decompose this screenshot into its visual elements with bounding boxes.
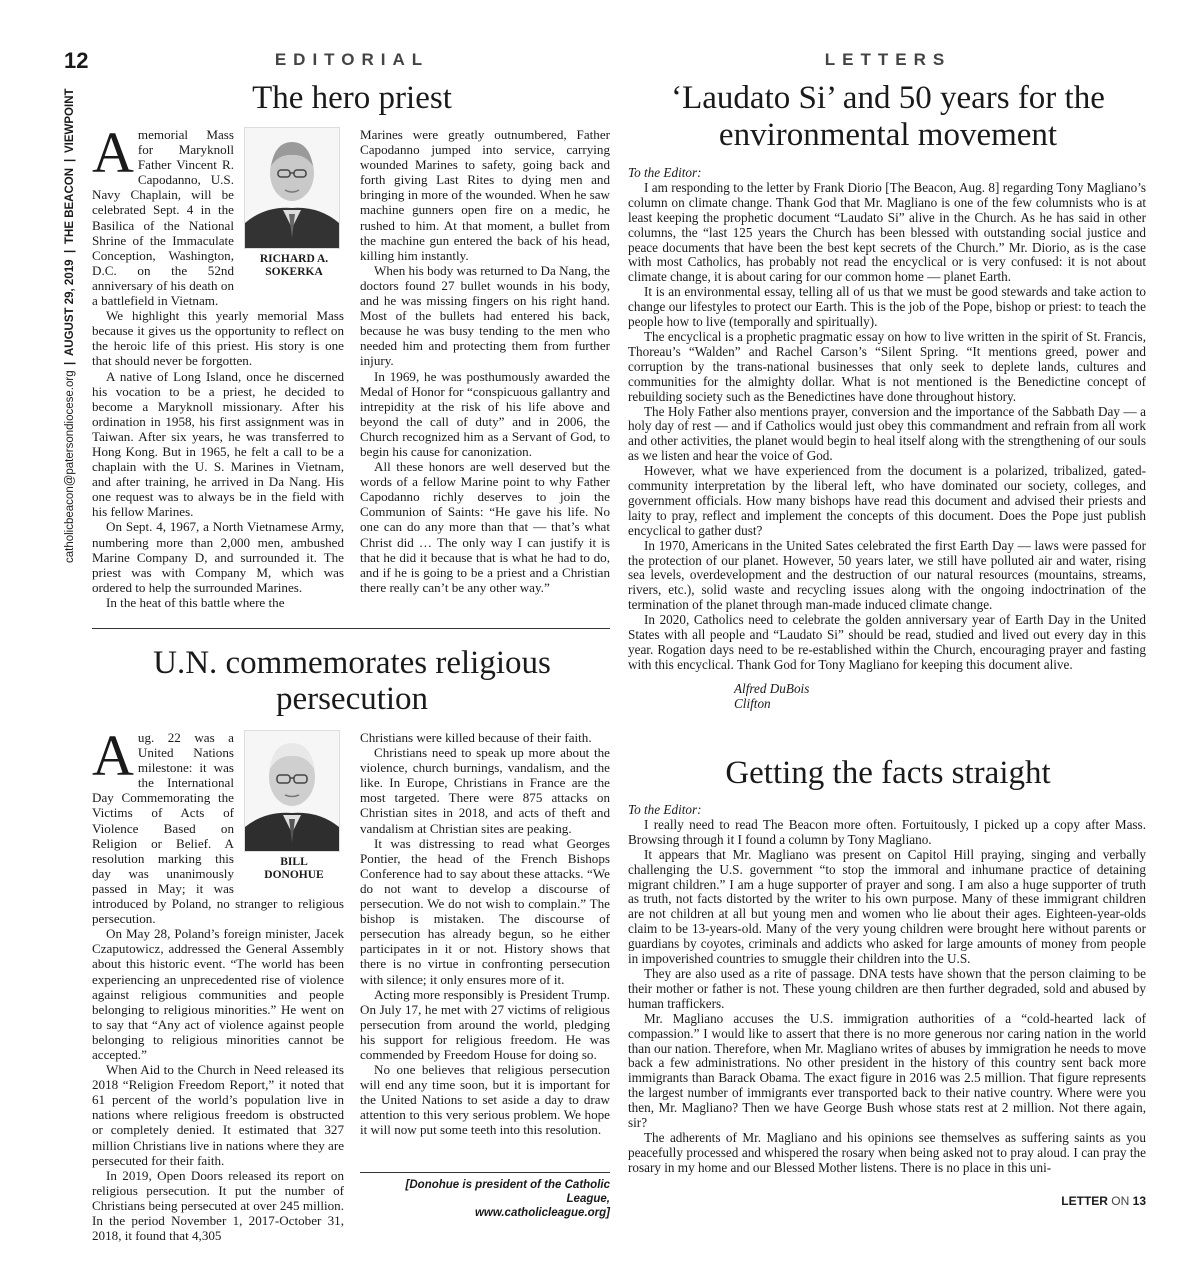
author-name-last: SOKERKA xyxy=(265,266,323,278)
folio-sidebar xyxy=(58,88,82,593)
paragraph: I am responding to the letter by Frank Diorio [The Beacon, Aug. 8] regarding Tony Magliano’s column on climate change. Thank God that Mr. Magliano is one of the few columnists who is at least keeping the prophetic document “Laudato Si” alive in the Church. As he has said in other columns, the “last 125 years the Church has been blessed with outstanding social justice and peace documents that have been the best kept secrets of the Church.” Mr. Diorio, as is the case with most Catholics, has probably not read the encyclical or is very confused: it is not about climate change, it is about caring for our common home — planet Earth. xyxy=(628,179,1146,285)
paragraph: The encyclical is a prophetic pragmatic essay on how to live written in the spirit of St. Francis, Thoreau’s “Walden” and Rachel Carson’s “Silent Spring. “It mentions greed, power and corruption by the trans-national businesses that only seek to deplete lands, cultures and communities for the almighty dollar. What is not mentioned is the Benedictine concept of rebuilding society such as the Benedictines have done throughout history. xyxy=(628,328,1146,404)
portrait-icon xyxy=(245,731,339,851)
paragraph: The Holy Father also mentions prayer, conversion and the importance of the Sabbath Day — a holy day of rest — and if Catholics would just obey this commandment and refrain from all work and other activities, the planet would begin to heal itself along with the strengthening of our souls as we listen and hear the voice of God. xyxy=(628,403,1146,464)
letter1-signature xyxy=(734,681,1146,711)
paragraph: It is an environmental essay, telling all of us that we must be good stewards and take action to change our lifestyles to protect our Earth. This is the job of the Pope, bishop or priest: to teach the people how to live (temporally and spiritually). xyxy=(628,284,1146,330)
jump-word: LETTER xyxy=(1061,1194,1108,1208)
paragraph: It was distressing to read what Georges Pontier, the head of the French Bishops Conference had to say about these attacks. “We do not want to develop a discourse of persecution. We do not wish to complain.” The bishop is mistaken. The discourse of persecution has already begun, so he either participates in it or not. History shows that there is no virtue in confronting persecution with silence; it only ensures more of it. xyxy=(360,835,610,987)
editorial-headline: The hero priest xyxy=(252,80,452,116)
paragraph: I really need to read The Beacon more often. Fortuitously, I picked up a copy after Mass. Browsing through it I found a column by Tony Magliano. xyxy=(628,816,1146,847)
letter2-headline: Getting the facts straight xyxy=(725,755,1051,791)
paragraph: It appears that Mr. Magliano was present on Capitol Hill praying, singing and verbally challenging the U.S. government “to stop the immoral and inhumane practice of detaining migrant children.” I am a huge supporter of prayer and song. I am also a huge supporter of truth as truth, not facts distorted by the writer to his own purpose. Many of these immigrant children are not children at all but young men and women who lie about their ages. Eighteen-year-olds claim to be 13-years-old. Many of the very young children were brought here without parents or guardians by coyotes, criminals and addicts who asked for large amounts of money from people in impoverished countries to smuggle their children into the U.S. xyxy=(628,846,1146,967)
paragraph: We highlight this yearly memorial Mass because it gives us the opportunity to reflect on the heroic life of this priest. His story is one that should never be forgotten. xyxy=(92,308,344,369)
paragraph: Mr. Magliano accuses the U.S. immigration authorities of a “cold-hearted lack of compassion.” I would like to assert that there is no more generous nor caring nation in the world than our nation. Therefore, when Mr. Magliano writes of abuses by immigration he needs to move back a few administrations. No other president in the history of this country sent back more immigrants than Barack Obama. The exact figure in 2016 was 2.5 million. That figure represents the largest number of immigrants ever transported back to their native country. Where were you then, Mr. Magliano? Then we have George Bush whose stats rest at 2 million. Not there again, sir? xyxy=(628,1010,1146,1131)
folio-separator: | xyxy=(64,361,76,365)
paragraph: All these honors are well deserved but the words of a fellow Marine point to why Father Capodanno richly deserves to join the Communion of Saints: “He gave his life. No one can do any more than that — that’s what Christ did … The only way I can justify it is that he did it because that is what he had to do, and if he is going to be a priest and a Christian there really can’t be any other way.” xyxy=(360,459,610,595)
editorial-label: EDITORIAL xyxy=(274,50,430,69)
salutation: To the Editor: xyxy=(628,802,702,817)
folio-paper: THE BEACON xyxy=(64,167,76,244)
editorial-column-2 xyxy=(360,127,610,595)
paragraph: Christians need to speak up more about the violence, church burnings, vandalism, and the like. In Europe, Christians in France are the most targeted. There were 875 attacks on Christian sites in 2018, and acts of theft and vandalism at Christian sites are peaking. xyxy=(360,745,610,836)
paragraph: When his body was returned to Da Nang, the doctors found 27 bullet wounds in his body, and he was missing fingers on his right hand. Most of the bullets had entered his back, because he was busy tending to the men who needed him and protecting them from further injury. xyxy=(360,262,610,369)
paragraph: On May 28, Poland’s foreign minister, Jacek Czaputowicz, addressed the General Assembly about this historic event. “The world has been experiencing an unprecedented rise of violence against religious communities and people belonging to religious minorities.” He went on to say that “Any act of violence against people belonging to religious minorities cannot be accepted.” xyxy=(92,926,344,1062)
letter1-headline: ‘Laudato Si’ and 50 years for the environmental movement xyxy=(671,80,1105,153)
paragraph: However, what we have experienced from the document is a polarized, tribalized, gated-community interpretation by the liberal left, who have dominated our society, colleges, and government officials. How many bishops have read this document and advised their priests and laity to pray, reflect and implement the concepts of this document. Does the Pope just publish encyclical to gather dust? xyxy=(628,463,1146,538)
paragraph: Christians were killed because of their faith. xyxy=(360,730,592,745)
jump-page: 13 xyxy=(1132,1194,1146,1208)
column2-column-1 xyxy=(92,723,345,1244)
folio-date: AUGUST 29, 2019 xyxy=(64,259,76,356)
author-name-first: RICHARD A. xyxy=(259,253,329,265)
paragraph: Marines were greatly outnumbered, Father Capodanno jumped into service, carrying wounded Marines to safety, going back and forth giving Last Rites to dying men and bringing in more of the wounded. When he saw machine gunners open fire on a medic, he rushed to him. At that moment, a bullet from the machine gun entered the back of his head, killing him instantly. xyxy=(360,127,610,263)
folio-separator: | xyxy=(64,249,76,253)
signer-town: Clifton xyxy=(734,695,771,711)
jump-on: ON xyxy=(1111,1194,1130,1208)
paragraph: On Sept. 4, 1967, a North Vietnamese Army, numbering more than 2,000 men, ambushed Marine Company D, and surrounded it. The priest was with Company M, which was ordered to help the surrounded Marines. xyxy=(92,519,344,595)
drop-cap: A xyxy=(92,723,134,788)
author-credit: [Donohue is president of the Catholic League, www.catholicleague.org] xyxy=(405,1179,610,1219)
column-headline: U.N. commemorates religious persecution xyxy=(153,645,551,717)
author-photo-sokerka xyxy=(244,127,340,249)
paragraph: Amemorial Mass for Maryknoll Father Vincent R. Capodanno, U.S. Navy Chaplain, will be celebrated Sept. 4 in the Basilica of the National Shrine of the Immaculate Conception, Washington, D.C. on the 52nd anniversary of his death on a battlefield in Vietnam. xyxy=(92,120,234,309)
paragraph: The adherents of Mr. Magliano and his opinions see themselves as suffering saints as you peacefully processed and whispered the rosary when being asked not to pray aloud. I can pray the rosary in my home and our Blessed Mother listens. There is no place in this uni- xyxy=(628,1129,1146,1175)
drop-cap: A xyxy=(92,120,134,185)
paragraph: In 1970, Americans in the United Sates celebrated the first Earth Day — laws were passed for the protection of our planet. However, 50 years later, we still have polluted air and water, rising sea levels, overdevelopment and the destruction of our natural resources (mountains, streams, rivers, etc.), solid waste and recycling issues along with the ongoing indoctrination of the termination of the planet through man-made induced climate change. xyxy=(628,537,1146,613)
editorial-column-1 xyxy=(92,120,344,610)
paragraph: Acting more responsibly is President Trump. On July 17, he met with 27 victims of religious persecution from around the world, pledging his support for religious freedom. He was commended by Freedom House for doing so. xyxy=(360,986,610,1062)
paragraph: In 2019, Open Doors released its report on religious persecution. It put the number of Christians being persecuted at over 245 million. In the period November 1, 2017-October 31, 2018, it found that 4,305 xyxy=(92,1167,344,1244)
folio-email: catholicbeacon@patersondiocese.org xyxy=(64,370,76,564)
page-number: 12 xyxy=(64,48,89,73)
column2-column-2 xyxy=(360,730,610,1138)
salutation: To the Editor: xyxy=(628,165,702,180)
paragraph: In 1969, he was posthumously awarded the Medal of Honor for “conspicuous gallantry and intrepidity at the risk of his life above and beyond the call of duty” and in 2006, the Church recognized him as a Servant of God, to begin his cause for canonization. xyxy=(360,368,610,459)
column2-author-box xyxy=(244,730,344,882)
letter-2 xyxy=(628,803,1146,1176)
paragraph: When Aid to the Church in Need released its 2018 “Religion Freedom Report,” it noted that 61 percent of the world’s population live in nations where religious freedom is obstructed or completely denied. It estimated that 327 million Christians live in nations where they are persecuted for their faith. xyxy=(92,1062,345,1168)
editorial-author-box xyxy=(244,127,344,279)
paragraph: No one believes that religious persecution will end any time soon, but it is important for the United Nations to set aside a day to draw attention to this very serious problem. We hope it will now put some teeth into this resolution. xyxy=(360,1062,610,1138)
letters-label: LETTERS xyxy=(824,50,952,69)
paragraph: They are also used as a rite of passage. DNA tests have shown that the person claiming to be their mother or father is not. These young children are then further degraded, sold and abused by human traffickers. xyxy=(628,965,1146,1011)
portrait-icon xyxy=(245,128,339,248)
paragraph: A native of Long Island, once he discerned his vocation to be a priest, he decided to become a Maryknoll missionary. After his ordination in 1958, his first assignment was in Taiwan. After six years, he was transferred to Hong Kong. But in 1965, he felt a call to be a chaplain with the U. S. Marines in Vietnam, and after training, he arrived in Da Nang. His one request was to always be in the field with his fellow Marines. xyxy=(92,368,344,520)
letter-1 xyxy=(628,166,1146,711)
paragraph: In 2020, Catholics need to celebrate the golden anniversary year of Earth Day in the United States with all people and “Laudato Si” should be read, studied and lived out every day in this year. Rogation days need to be re-established within the Church, encouraging prayer and fasting with this encyclical. Thank God for Tony Magliano for keeping this document alive. xyxy=(628,612,1146,672)
section-divider xyxy=(92,628,610,629)
author-name-first: BILL xyxy=(280,856,308,868)
credit-rule xyxy=(360,1172,610,1173)
author-name-last: DONOHUE xyxy=(264,869,324,881)
signer-name: Alfred DuBois xyxy=(734,680,810,696)
folio-separator: | xyxy=(64,158,76,162)
author-photo-donohue xyxy=(244,730,340,852)
folio-section: VIEWPOINT xyxy=(64,88,76,153)
paragraph: In the heat of this battle where the xyxy=(106,594,285,610)
paragraph: Aug. 22 was a United Nations milestone: it was the International Day Commemorating the Victims of Acts of Violence Based on Religion or Belief. A resolution marking this day was unanimously passed in May; it was introduced by Poland, no stranger to religious persecution. xyxy=(92,723,344,927)
continued-on-jump[interactable] xyxy=(900,1194,1146,1208)
